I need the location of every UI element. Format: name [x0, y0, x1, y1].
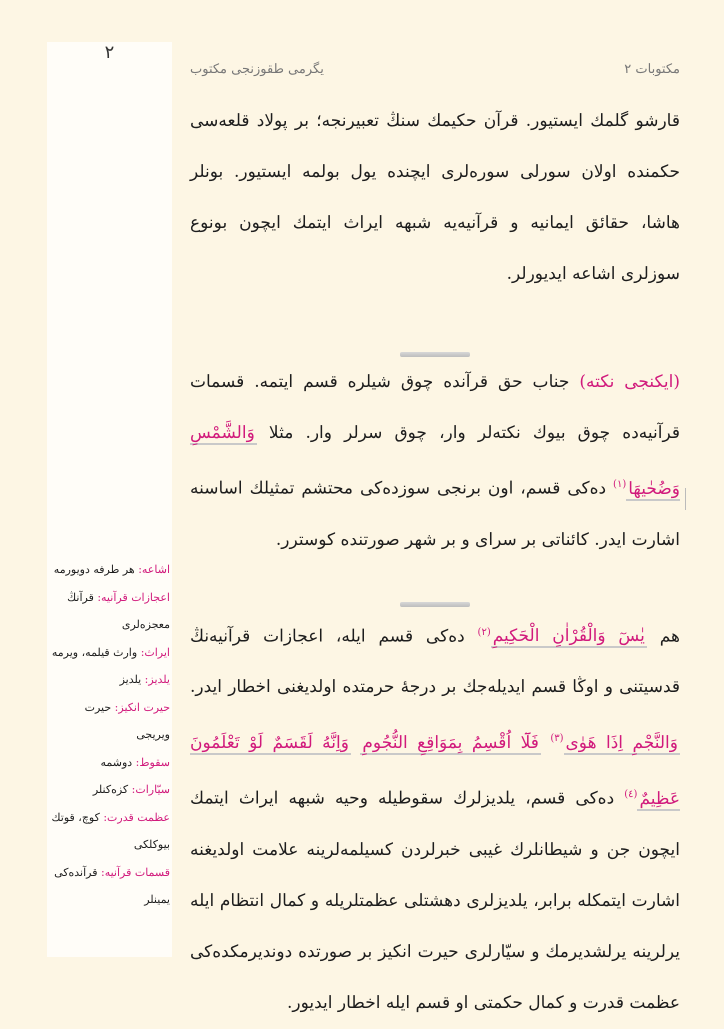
glossary-entry: عظمت قدرت: كوچ، قوتك بيوكلكى — [51, 810, 170, 851]
footnote-ref-3: (٣) — [550, 733, 564, 745]
verse-yasin: يٰسٓ وَالْقُرْاٰنِ الْحَكِيمِ — [492, 626, 645, 647]
verse-waqia-1: فَلَٓا اُقْسِمُ بِمَوَاقِعِ النُّجُومِ — [362, 732, 539, 753]
glossary-entry: حيرت انكيز: حيرت ويريجى — [84, 700, 170, 741]
glossary-entry: قسمات قرآنيه: قرآنده‌كى يمينلر — [54, 865, 170, 906]
glossary-entry: اعجازات قرآنيه: قرآنڭ معجزه‌لرى — [67, 590, 170, 631]
glossary-list — [50, 556, 170, 914]
page-header — [190, 62, 680, 86]
glossary-entry: سيّارات: كزه‌كنلر — [92, 783, 170, 796]
footnote-ref-1: (١) — [613, 479, 627, 490]
section-heading: (ايكنجى نكته) — [579, 372, 680, 392]
footnote-ref-2: (٢) — [477, 626, 491, 638]
paragraph-3 — [190, 607, 680, 1029]
verse-shams: وَالشَّمْسِ وَضُحٰيهَا — [190, 423, 680, 499]
glossary-entry: سقوط: دوشمه — [100, 755, 170, 769]
header-letter-title: يگرمى طقوزنجى مكتوب — [190, 62, 324, 77]
glossary-entry: ايراث: وارث قيلمه، ويرمه — [51, 645, 170, 659]
paragraph-2-text-a: جناب حق قرآنده چوق شيلره قسم ايتمه. قسمات قرآنيه‌ده چوق بيوك نكته‌لر وار، چوق سرلر وار. مثلا — [190, 372, 680, 443]
main-text — [190, 96, 680, 1029]
footnote-ref-4: (٤) — [624, 788, 638, 800]
header-book-title: مكتوبات ٢ — [624, 62, 680, 77]
paragraph-2-text-b: ده‌كى قسم، اون برنجى سوزده‌كى محتشم تمثيلك اساسنه اشارت ايدر. كائناتى بر سراى و بر شهر صورتنده كوسترر. — [190, 478, 680, 550]
margin-mark — [685, 488, 686, 510]
paragraph-3-text-b: ده‌كى قسم ايله، اعجازات قرآنيه‌نڭ قدسيتنى و اوڭا قسم ايديله‌جك بر درجه‌ٔ حرمتده اولديغنى اخطار ايدر. — [190, 626, 680, 698]
spacer — [190, 300, 680, 352]
page-number: ٢ — [104, 42, 115, 63]
glossary-entry: اشاعه: هر طرفه دويورمه — [53, 563, 170, 576]
paragraph-3-text-c: ده‌كى قسم، يلديزلرك سقوطيله وحيه شبهه ايراث ايتمك ايچون جن و شيطانلرك غيبى خبرلردن كسيلمه‌لرينه علامت اولديغنه اشارت ايتمكله برابر، يلديزلرى دهشتلى عظمتلريله و كمال انتظام ايله يرلرينه يرلشديرمك و سيّارلرى حيرت انكيز بر صورتده دونديرمكده‌كى عظمت قدرت و كمال حكمتى او قسم ايله اخطار ايديور. — [190, 788, 680, 1013]
spacer — [190, 566, 680, 602]
paragraph-1: قارشو گلمك ايستيور. قرآن حكيمك سنڭ تعبيرنجه؛ بر پولاد قلعه‌سى حكمنده اولان سورلى سوره‌لرى ايچنده يول بولمه ايستيور. بونلر هاشا، حقائق ايمانيه و قرآنيه‌يه شبهه ايراث ايتمك ايچون بونوع سوزلرى اشاعه ايديورلر. — [190, 111, 680, 284]
verse-waqia-2: وَاِنَّهُ لَقَسَمٌ لَوْ تَعْلَمُونَ عَظِيمٌ — [190, 732, 680, 809]
paragraph-3-text-a: هم — [659, 626, 680, 647]
verse-najm: وَالنَّجْمِ اِذَا هَوٰى — [565, 732, 678, 753]
glossary-entry: يلديز: يلديز — [119, 673, 170, 686]
paragraph-2 — [190, 357, 680, 566]
